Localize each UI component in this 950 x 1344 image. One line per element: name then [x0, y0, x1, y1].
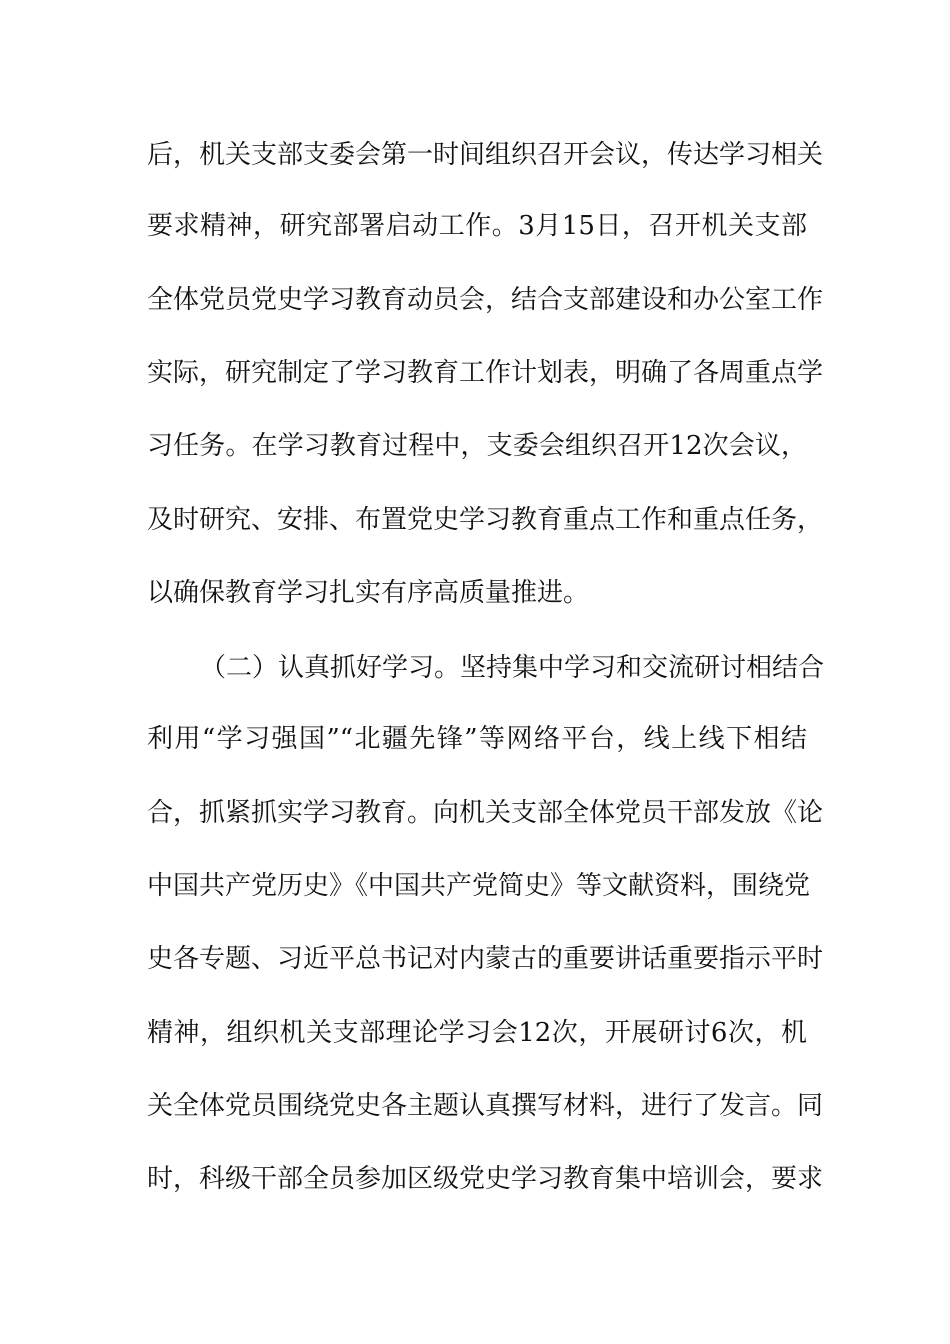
paragraph-line: 中国共产党历史》《中国共产党简史》等文献资料，围绕党: [147, 871, 811, 901]
paragraph-line: 实际，研究制定了学习教育工作计划表，明确了各周重点学: [147, 358, 824, 388]
paragraph-line: 合，抓紧抓实学习教育。向机关支部全体党员干部发放《论: [147, 798, 824, 828]
paragraph-line: 史各专题、习近平总书记对内蒙古的重要讲话重要指示平时: [147, 944, 824, 974]
paragraph-line: 利用“学习强国”“北疆先锋”等网络平台，线上线下相结: [147, 724, 807, 754]
section-heading-line: （二）认真抓好学习。坚持集中学习和交流研讨相结合: [200, 653, 825, 683]
paragraph-line: 时，科级干部全员参加区级党史学习教育集中培训会，要求: [147, 1164, 824, 1194]
paragraph-line-last: 以确保教育学习扎实有序高质量推进。: [147, 578, 590, 608]
paragraph-line: 及时研究、安排、布置党史学习教育重点工作和重点任务，: [147, 505, 824, 535]
paragraph-line: 习任务。在学习教育过程中，支委会组织召开12次会议，: [147, 431, 807, 461]
paragraph-line: 精神，组织机关支部理论学习会12次，开展研讨6次，机: [147, 1018, 807, 1048]
paragraph-line: 后，机关支部支委会第一时间组织召开会议，传达学习相关: [147, 140, 824, 170]
paragraph-line: 要求精神，研究部署启动工作。3月15日，召开机关支部: [147, 211, 807, 241]
paragraph-line: 关全体党员围绕党史各主题认真撰写材料，进行了发言。同: [147, 1091, 824, 1121]
paragraph-line: 全体党员党史学习教育动员会，结合支部建设和办公室工作: [147, 285, 824, 315]
